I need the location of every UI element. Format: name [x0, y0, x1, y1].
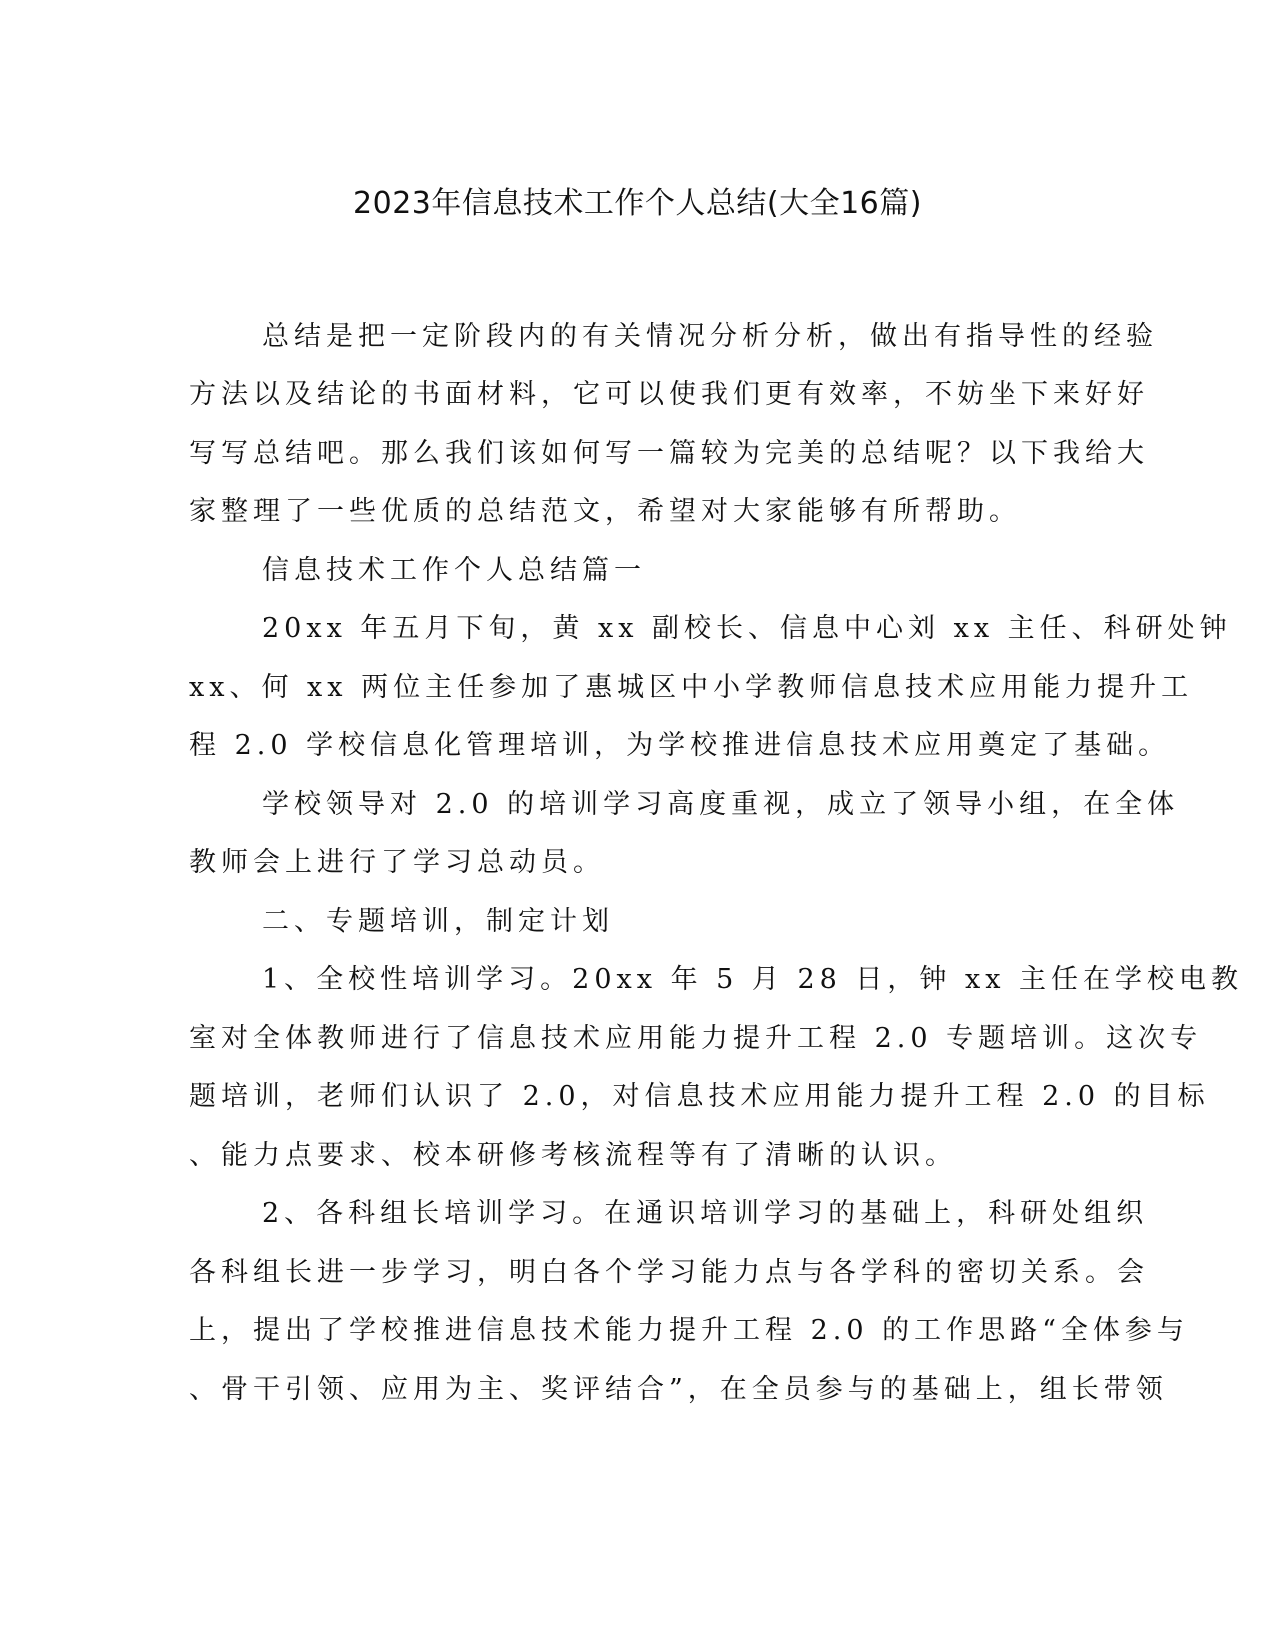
paragraph-line: 教师会上进行了学习总动员。 — [189, 847, 605, 878]
paragraph-line: 20xx 年五月下旬，黄 xx 副校长、信息中心刘 xx 主任、科研处钟 — [262, 613, 1232, 644]
section-heading: 二、专题培训，制定计划 — [262, 906, 614, 937]
paragraph-line: 2、各科组长培训学习。在通识培训学习的基础上，科研处组织 — [262, 1198, 1149, 1229]
paragraph-line: xx、何 xx 两位主任参加了惠城区中小学教师信息技术应用能力提升工 — [189, 672, 1194, 703]
paragraph-line: 方法以及结论的书面材料，它可以使我们更有效率，不妨坐下来好好 — [189, 379, 1149, 410]
paragraph-line: 各科组长进一步学习，明白各个学习能力点与各学科的密切关系。会 — [189, 1257, 1149, 1288]
paragraph-line: 总结是把一定阶段内的有关情况分析分析，做出有指导性的经验 — [262, 321, 1158, 352]
paragraph-line: 家整理了一些优质的总结范文，希望对大家能够有所帮助。 — [189, 496, 1021, 527]
paragraph-line: 室对全体教师进行了信息技术应用能力提升工程 2.0 专题培训。这次专 — [189, 1023, 1203, 1054]
paragraph-line: 学校领导对 2.0 的培训学习高度重视，成立了领导小组，在全体 — [262, 789, 1180, 820]
paragraph-line: 1、全校性培训学习。20xx 年 5 月 28 日，钟 xx 主任在学校电教 — [262, 964, 1244, 995]
paragraph-line: 写写总结吧。那么我们该如何写一篇较为完美的总结呢？以下我给大 — [189, 438, 1149, 469]
section-heading: 信息技术工作个人总结篇一 — [262, 555, 646, 586]
paragraph-line: 题培训，老师们认识了 2.0，对信息技术应用能力提升工程 2.0 的目标 — [189, 1081, 1210, 1112]
document-title: 2023年信息技术工作个人总结(大全16篇) — [353, 186, 922, 221]
paragraph-line: 程 2.0 学校信息化管理培训，为学校推进信息技术应用奠定了基础。 — [189, 730, 1171, 761]
paragraph-line: 、骨干引领、应用为主、奖评结合”，在全员参与的基础上，组长带领 — [189, 1374, 1168, 1405]
paragraph-line: 上，提出了学校推进信息技术能力提升工程 2.0 的工作思路“全体参与 — [189, 1315, 1189, 1346]
paragraph-line: 、能力点要求、校本研修考核流程等有了清晰的认识。 — [189, 1140, 957, 1171]
